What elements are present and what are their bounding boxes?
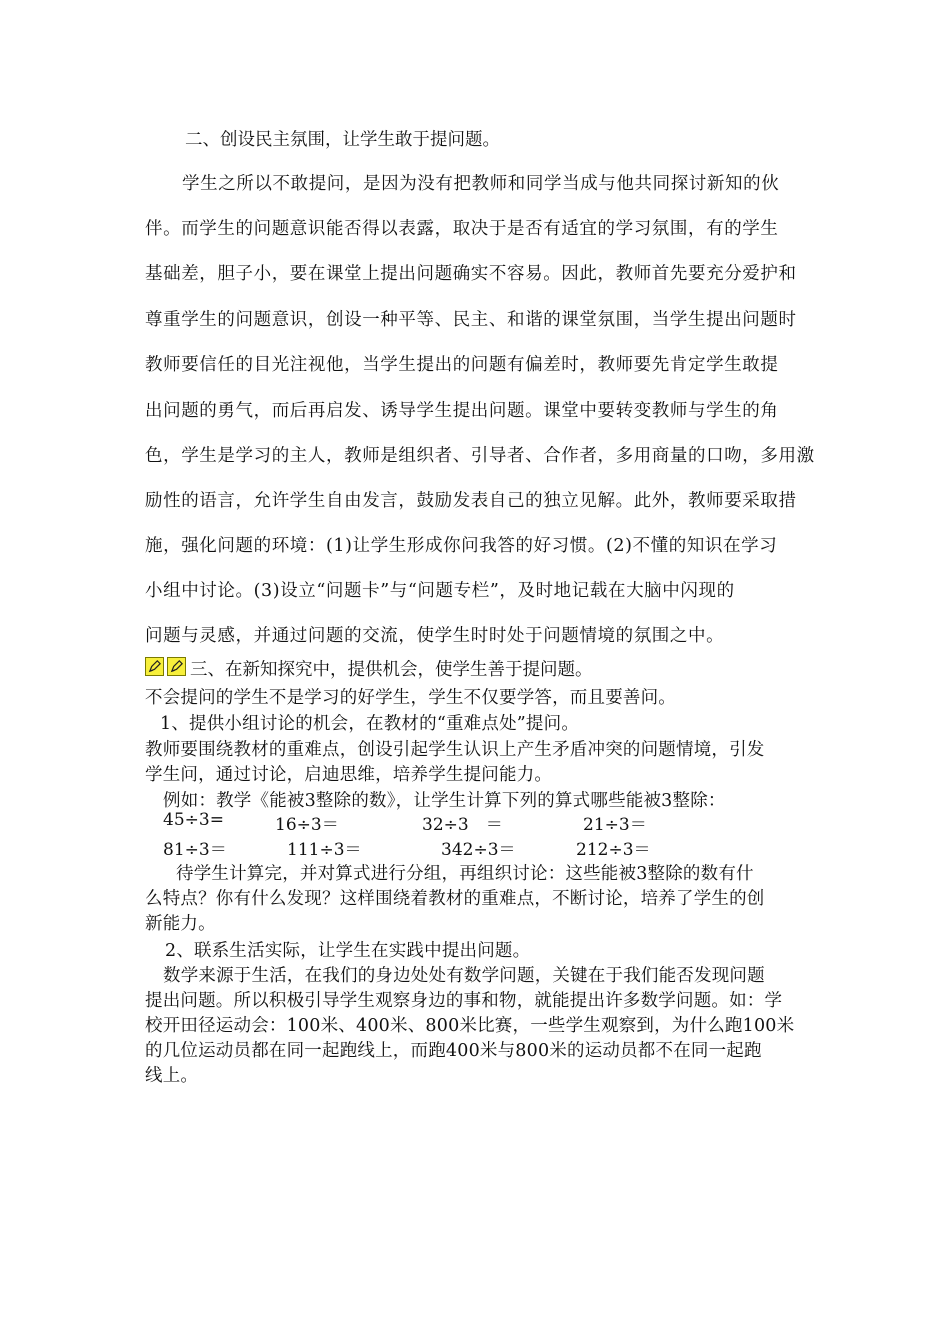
edit-icon xyxy=(167,657,186,676)
equation: 342÷3＝ xyxy=(441,840,516,860)
equation: 21÷3＝ xyxy=(583,815,647,835)
paragraph-line: 么特点？你有什么发现？这样围绕着教材的重难点，不断讨论，培养了学生的创 xyxy=(145,889,765,909)
paragraph-line: 的几位运动员都在同一起跑线上，而跑400米与800米的运动员都不在同一起跑 xyxy=(145,1041,762,1061)
paragraph-line: 不会提问的学生不是学习的好学生，学生不仅要学答，而且要善问。 xyxy=(145,688,676,708)
paragraph-line: 小组中讨论。(3)设立“问题卡”与“问题专栏”，及时地记载在大脑中闪现的 xyxy=(145,581,735,601)
paragraph-line: 励性的语言，允许学生自由发言，鼓励发表自己的独立见解。此外，教师要采取措 xyxy=(145,491,797,511)
list-item: 2、联系生活实际，让学生在实践中提出问题。 xyxy=(165,941,531,961)
equation: 45÷3= xyxy=(163,810,224,830)
paragraph-line: 例如：教学《能被3整除的数》，让学生计算下列的算式哪些能被3整除： xyxy=(163,791,726,811)
section-heading: 三、在新知探究中，提供机会，使学生善于提问题。 xyxy=(190,660,593,680)
paragraph-line: 伴。而学生的问题意识能否得以表露，取决于是否有适宜的学习氛围，有的学生 xyxy=(145,219,779,239)
paragraph-line: 学生问，通过讨论，启迪思维，培养学生提问能力。 xyxy=(145,765,553,785)
paragraph-line: 教师要信任的目光注视他，当学生提出的问题有偏差时，教师要先肯定学生敢提 xyxy=(145,355,779,375)
paragraph-line: 施，强化问题的环境：(1)让学生形成你问我答的好习惯。(2)不懂的知识在学习 xyxy=(145,536,778,556)
paragraph-line: 待学生计算完，并对算式进行分组，再组织讨论：这些能被3整除的数有什 xyxy=(176,864,754,884)
equation: 16÷3＝ xyxy=(275,815,339,835)
paragraph-line: 出问题的勇气，而后再启发、诱导学生提出问题。课堂中要转变教师与学生的角 xyxy=(145,401,779,421)
equation: 32÷3 ＝ xyxy=(422,815,503,835)
paragraph-line: 色，学生是学习的主人，教师是组织者、引导者、合作者，多用商量的口吻，多用激 xyxy=(145,446,815,466)
equation: 111÷3＝ xyxy=(287,840,362,860)
paragraph-line: 学生之所以不敢提问，是因为没有把教师和同学当成与他共同探讨新知的伙 xyxy=(182,174,780,194)
equation: 81÷3＝ xyxy=(163,840,227,860)
paragraph-line: 提出问题。所以积极引导学生观察身边的事和物，就能提出许多数学问题。如：学 xyxy=(145,991,783,1011)
paragraph-line: 基础差，胆子小，要在课堂上提出问题确实不容易。因此，教师首先要充分爱护和 xyxy=(145,264,797,284)
paragraph-line: 尊重学生的问题意识，创设一种平等、民主、和谐的课堂氛围，当学生提出问题时 xyxy=(145,310,797,330)
paragraph-line: 线上。 xyxy=(145,1066,199,1086)
equation: 212÷3＝ xyxy=(576,840,651,860)
list-item: 1、提供小组讨论的机会，在教材的“重难点处”提问。 xyxy=(160,714,580,734)
paragraph-line: 教师要围绕教材的重难点，创设引起学生认识上产生矛盾冲突的问题情境，引发 xyxy=(145,740,765,760)
section-heading: 二、创设民主氛围，让学生敢于提问题。 xyxy=(185,130,500,150)
edit-icons xyxy=(145,657,186,677)
paragraph-line: 问题与灵感，并通过问题的交流，使学生时时处于问题情境的氛围之中。 xyxy=(145,626,725,646)
paragraph-line: 数学来源于生活，在我们的身边处处有数学问题，关键在于我们能否发现问题 xyxy=(163,966,765,986)
paragraph-line: 新能力。 xyxy=(145,914,216,934)
paragraph-line: 校开田径运动会：100米、400米、800米比赛，一些学生观察到，为什么跑100米 xyxy=(145,1016,795,1036)
edit-icon xyxy=(145,657,164,676)
